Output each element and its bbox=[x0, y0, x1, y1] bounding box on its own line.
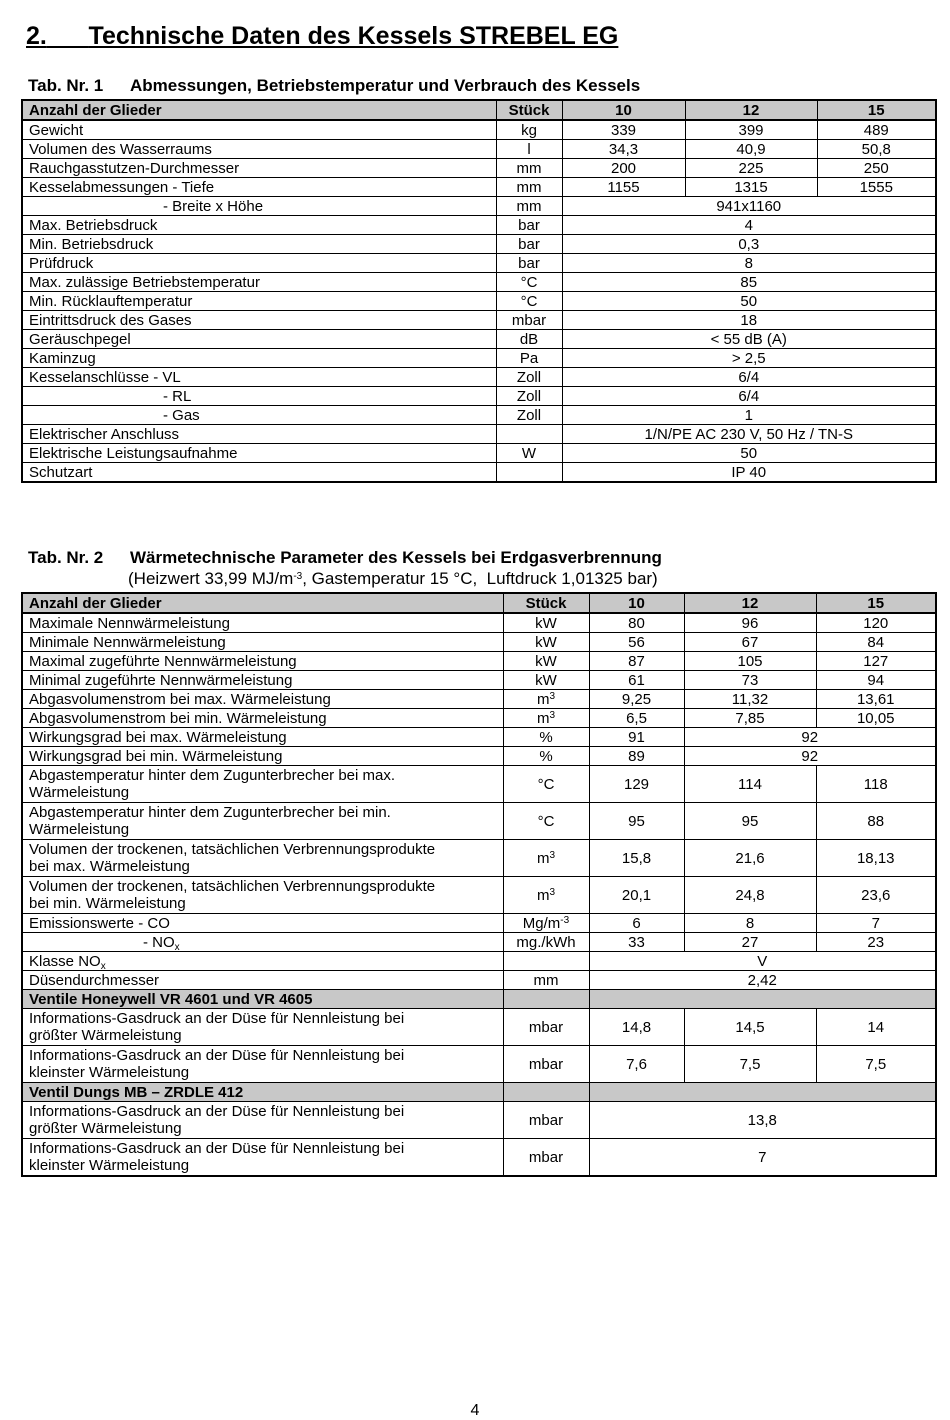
row-unit: °C bbox=[496, 292, 562, 311]
row-value: 1/N/PE AC 230 V, 50 Hz / TN-S bbox=[562, 425, 936, 444]
row-unit: Zoll bbox=[496, 368, 562, 387]
row-value: 941x1160 bbox=[562, 197, 936, 216]
subcaption-superscript: -3 bbox=[293, 571, 303, 582]
row-value: 114 bbox=[684, 766, 816, 803]
row-label: Max. zulässige Betriebstemperatur bbox=[22, 273, 496, 292]
row-value: 8 bbox=[562, 254, 936, 273]
page-heading bbox=[26, 22, 618, 51]
row-value: 92 bbox=[684, 747, 936, 766]
row-value: 118 bbox=[816, 766, 936, 803]
label-line: Wärmeleistung bbox=[29, 784, 130, 801]
row-label: Min. Betriebsdruck bbox=[22, 235, 496, 254]
table-row bbox=[22, 1139, 936, 1177]
table-row bbox=[22, 1009, 936, 1046]
row-value: 50,8 bbox=[817, 140, 936, 159]
row-value: 0,3 bbox=[562, 235, 936, 254]
row-value: 7,5 bbox=[816, 1046, 936, 1083]
table-row bbox=[22, 273, 936, 292]
label-text: - NO bbox=[143, 933, 175, 951]
row-label bbox=[22, 840, 503, 877]
row-value: 339 bbox=[562, 120, 685, 140]
row-value: 200 bbox=[562, 159, 685, 178]
table-row bbox=[22, 652, 936, 671]
row-value: 87 bbox=[589, 652, 684, 671]
row-value: 23,6 bbox=[816, 877, 936, 914]
row-unit bbox=[503, 840, 589, 877]
row-value: IP 40 bbox=[562, 463, 936, 483]
row-value: 14,5 bbox=[684, 1009, 816, 1046]
row-unit: mbar bbox=[503, 1102, 589, 1139]
row-value: 1155 bbox=[562, 178, 685, 197]
table-row bbox=[22, 235, 936, 254]
unit-superscript: 3 bbox=[549, 690, 556, 702]
label-line: größter Wärmeleistung bbox=[29, 1120, 182, 1137]
row-value: 85 bbox=[562, 273, 936, 292]
section-label: Ventil Dungs MB – ZRDLE 412 bbox=[22, 1083, 503, 1102]
row-value: 11,32 bbox=[684, 690, 816, 709]
table-row bbox=[22, 690, 936, 709]
row-label: Min. Rücklauftemperatur bbox=[22, 292, 496, 311]
label-line: bei min. Wärmeleistung bbox=[29, 895, 186, 912]
row-value: 1555 bbox=[817, 178, 936, 197]
row-value: 88 bbox=[816, 803, 936, 840]
row-value: 27 bbox=[684, 933, 816, 952]
table-row bbox=[22, 971, 936, 990]
table-row bbox=[22, 159, 936, 178]
row-unit: mbar bbox=[503, 1139, 589, 1177]
row-label bbox=[22, 933, 503, 952]
row-unit: mm bbox=[503, 971, 589, 990]
row-label: Geräuschpegel bbox=[22, 330, 496, 349]
label-line: größter Wärmeleistung bbox=[29, 1027, 182, 1044]
row-value: 84 bbox=[816, 633, 936, 652]
table-row bbox=[22, 197, 936, 216]
row-label: Kesselabmessungen - Tiefe bbox=[22, 178, 496, 197]
table-row bbox=[22, 406, 936, 425]
row-value: 94 bbox=[816, 671, 936, 690]
row-unit: kW bbox=[503, 633, 589, 652]
unit-text: Mg/m bbox=[522, 914, 561, 932]
row-value: 399 bbox=[685, 120, 817, 140]
row-value: 7,85 bbox=[684, 709, 816, 728]
label-line: kleinster Wärmeleistung bbox=[29, 1157, 190, 1174]
row-value: 20,1 bbox=[589, 877, 684, 914]
row-label bbox=[22, 952, 503, 971]
row-label: Wirkungsgrad bei max. Wärmeleistung bbox=[22, 728, 503, 747]
label-line: Volumen der trockenen, tatsächlichen Verbrennungsprodukte bbox=[29, 878, 436, 895]
row-unit: Pa bbox=[496, 349, 562, 368]
table-2-caption bbox=[28, 548, 662, 568]
header-label: Anzahl der Glieder bbox=[22, 100, 496, 120]
row-unit: bar bbox=[496, 235, 562, 254]
unit-superscript: -3 bbox=[560, 914, 570, 926]
label-line: Abgastemperatur hinter dem Zugunterbrecher bei max. bbox=[29, 767, 396, 784]
row-value: 21,6 bbox=[684, 840, 816, 877]
row-value: 225 bbox=[685, 159, 817, 178]
row-value: 80 bbox=[589, 613, 684, 633]
header-label: Anzahl der Glieder bbox=[22, 593, 503, 613]
row-unit: kg bbox=[496, 120, 562, 140]
subcaption-part: (Heizwert 33,99 MJ/m bbox=[128, 569, 294, 588]
row-value: 7,6 bbox=[589, 1046, 684, 1083]
row-value: 95 bbox=[684, 803, 816, 840]
page-number: 4 bbox=[470, 1402, 480, 1419]
unit-text: m bbox=[536, 709, 550, 727]
row-value: 120 bbox=[816, 613, 936, 633]
table-row bbox=[22, 292, 936, 311]
table-header-row bbox=[22, 593, 936, 613]
unit-text: m bbox=[536, 849, 550, 867]
row-value: 6 bbox=[589, 914, 684, 933]
row-label: Minimal zugeführte Nennwärmeleistung bbox=[22, 671, 503, 690]
row-label: Abgasvolumenstrom bei max. Wärmeleistung bbox=[22, 690, 503, 709]
unit-superscript: 3 bbox=[549, 849, 556, 861]
row-unit bbox=[503, 914, 589, 933]
header-col-2: 12 bbox=[685, 100, 817, 120]
row-value: 250 bbox=[817, 159, 936, 178]
table-row bbox=[22, 120, 936, 140]
row-value: 6,5 bbox=[589, 709, 684, 728]
row-unit: mbar bbox=[496, 311, 562, 330]
label-line: kleinster Wärmeleistung bbox=[29, 1064, 190, 1081]
table-row bbox=[22, 803, 936, 840]
table-row bbox=[22, 840, 936, 877]
label-line: Volumen der trockenen, tatsächlichen Verbrennungsprodukte bbox=[29, 841, 436, 858]
label-line: Abgastemperatur hinter dem Zugunterbrecher bei min. bbox=[29, 804, 391, 821]
row-value: 7 bbox=[816, 914, 936, 933]
row-label: Maximal zugeführte Nennwärmeleistung bbox=[22, 652, 503, 671]
row-unit: mm bbox=[496, 159, 562, 178]
row-value: 489 bbox=[817, 120, 936, 140]
row-value: 33 bbox=[589, 933, 684, 952]
row-value: 96 bbox=[684, 613, 816, 633]
row-value: 15,8 bbox=[589, 840, 684, 877]
table-1-number: Tab. Nr. 1 bbox=[28, 76, 104, 95]
section-number: 2. bbox=[26, 22, 47, 50]
table-row bbox=[22, 613, 936, 633]
subcaption-part: , Gastemperatur 15 °C, Luftdruck 1,01325 bar) bbox=[302, 569, 658, 588]
row-value: V bbox=[589, 952, 936, 971]
header-col-3: 15 bbox=[816, 593, 936, 613]
row-value: 105 bbox=[684, 652, 816, 671]
row-value: 56 bbox=[589, 633, 684, 652]
row-value: 1 bbox=[562, 406, 936, 425]
section-row bbox=[22, 990, 936, 1009]
row-value: 129 bbox=[589, 766, 684, 803]
table-1-caption bbox=[28, 76, 640, 96]
row-value: 18,13 bbox=[816, 840, 936, 877]
row-label: Kaminzug bbox=[22, 349, 496, 368]
row-value: 10,05 bbox=[816, 709, 936, 728]
row-label bbox=[22, 1046, 503, 1083]
row-label: Rauchgasstutzen-Durchmesser bbox=[22, 159, 496, 178]
row-label bbox=[22, 766, 503, 803]
row-value: 24,8 bbox=[684, 877, 816, 914]
row-unit: mbar bbox=[503, 1009, 589, 1046]
section-unit-cell bbox=[503, 1083, 589, 1102]
row-label: Elektrische Leistungsaufnahme bbox=[22, 444, 496, 463]
section-unit-cell bbox=[503, 990, 589, 1009]
row-label bbox=[22, 1102, 503, 1139]
row-label: Wirkungsgrad bei min. Wärmeleistung bbox=[22, 747, 503, 766]
row-unit: dB bbox=[496, 330, 562, 349]
label-text: Klasse NO bbox=[29, 952, 101, 970]
table-row bbox=[22, 933, 936, 952]
row-label: Emissionswerte - CO bbox=[22, 914, 503, 933]
section-label: Ventile Honeywell VR 4601 und VR 4605 bbox=[22, 990, 503, 1009]
unit-text: m bbox=[536, 886, 550, 904]
label-line: bei max. Wärmeleistung bbox=[29, 858, 190, 875]
row-value: 1315 bbox=[685, 178, 817, 197]
section-value-cell bbox=[589, 1083, 936, 1102]
row-unit: Zoll bbox=[496, 387, 562, 406]
header-col-3: 15 bbox=[817, 100, 936, 120]
table-row bbox=[22, 178, 936, 197]
row-unit: °C bbox=[503, 803, 589, 840]
table-row bbox=[22, 709, 936, 728]
row-unit: °C bbox=[503, 766, 589, 803]
unit-superscript: 3 bbox=[549, 709, 556, 721]
row-label: Prüfdruck bbox=[22, 254, 496, 273]
row-label bbox=[22, 1139, 503, 1177]
table-header-row bbox=[22, 100, 936, 120]
table-row bbox=[22, 671, 936, 690]
table-row bbox=[22, 216, 936, 235]
header-unit: Stück bbox=[503, 593, 589, 613]
row-unit: % bbox=[503, 747, 589, 766]
row-value: 91 bbox=[589, 728, 684, 747]
unit-text: m bbox=[536, 690, 550, 708]
row-label bbox=[22, 803, 503, 840]
row-value: 73 bbox=[684, 671, 816, 690]
row-value: 67 bbox=[684, 633, 816, 652]
row-unit: Zoll bbox=[496, 406, 562, 425]
row-unit bbox=[503, 709, 589, 728]
row-unit bbox=[496, 463, 562, 483]
row-unit: kW bbox=[503, 652, 589, 671]
row-unit: % bbox=[503, 728, 589, 747]
table-row bbox=[22, 444, 936, 463]
table-row bbox=[22, 766, 936, 803]
row-value: 127 bbox=[816, 652, 936, 671]
table-row bbox=[22, 425, 936, 444]
row-value: < 55 dB (A) bbox=[562, 330, 936, 349]
label-line: Wärmeleistung bbox=[29, 821, 130, 838]
table-row bbox=[22, 914, 936, 933]
row-value: 7,5 bbox=[684, 1046, 816, 1083]
table-1-title: Abmessungen, Betriebstemperatur und Verbrauch des Kessels bbox=[130, 76, 641, 95]
row-label: Volumen des Wasserraums bbox=[22, 140, 496, 159]
row-value: 6/4 bbox=[562, 368, 936, 387]
row-value: 4 bbox=[562, 216, 936, 235]
row-value: 7 bbox=[589, 1139, 936, 1177]
row-value: 92 bbox=[684, 728, 936, 747]
table-row bbox=[22, 1046, 936, 1083]
row-label: Schutzart bbox=[22, 463, 496, 483]
row-value: 13,61 bbox=[816, 690, 936, 709]
row-value: 13,8 bbox=[589, 1102, 936, 1139]
row-value: 40,9 bbox=[685, 140, 817, 159]
label-subscript: x bbox=[100, 960, 106, 972]
label-line: Informations-Gasdruck an der Düse für Nennleistung bei bbox=[29, 1140, 405, 1157]
row-value: 18 bbox=[562, 311, 936, 330]
table-row bbox=[22, 728, 936, 747]
row-value: 9,25 bbox=[589, 690, 684, 709]
row-unit: mbar bbox=[503, 1046, 589, 1083]
row-value: 61 bbox=[589, 671, 684, 690]
table-2-subcaption bbox=[128, 569, 658, 589]
row-unit: bar bbox=[496, 254, 562, 273]
section-row bbox=[22, 1083, 936, 1102]
row-unit: mm bbox=[496, 178, 562, 197]
row-label: Kesselanschlüsse - VL bbox=[22, 368, 496, 387]
row-unit bbox=[503, 690, 589, 709]
table-row bbox=[22, 1102, 936, 1139]
header-col-2: 12 bbox=[684, 593, 816, 613]
table-row bbox=[22, 254, 936, 273]
section-title: Technische Daten des Kessels STREBEL EG bbox=[88, 22, 619, 50]
row-unit: l bbox=[496, 140, 562, 159]
header-unit: Stück bbox=[496, 100, 562, 120]
table-row bbox=[22, 330, 936, 349]
row-value: 14,8 bbox=[589, 1009, 684, 1046]
table-row bbox=[22, 311, 936, 330]
row-unit bbox=[503, 952, 589, 971]
row-value: > 2,5 bbox=[562, 349, 936, 368]
row-label bbox=[22, 877, 503, 914]
table-1 bbox=[21, 99, 937, 483]
label-line: Informations-Gasdruck an der Düse für Nennleistung bei bbox=[29, 1010, 405, 1027]
row-unit: kW bbox=[503, 671, 589, 690]
table-row bbox=[22, 463, 936, 483]
label-line: Informations-Gasdruck an der Düse für Nennleistung bei bbox=[29, 1103, 405, 1120]
row-value: 50 bbox=[562, 444, 936, 463]
table-row bbox=[22, 877, 936, 914]
table-2-title: Wärmetechnische Parameter des Kessels bei Erdgasverbrennung bbox=[130, 548, 662, 567]
row-label: Düsendurchmesser bbox=[22, 971, 503, 990]
row-value: 89 bbox=[589, 747, 684, 766]
label-subscript: x bbox=[174, 941, 180, 953]
row-label: - Gas bbox=[22, 406, 496, 425]
table-2 bbox=[21, 592, 937, 1177]
label-line: Informations-Gasdruck an der Düse für Nennleistung bei bbox=[29, 1047, 405, 1064]
row-value: 2,42 bbox=[589, 971, 936, 990]
row-label: - RL bbox=[22, 387, 496, 406]
row-unit: °C bbox=[496, 273, 562, 292]
row-label: Maximale Nennwärmeleistung bbox=[22, 613, 503, 633]
row-unit bbox=[503, 877, 589, 914]
table-row bbox=[22, 633, 936, 652]
row-unit: bar bbox=[496, 216, 562, 235]
row-value: 14 bbox=[816, 1009, 936, 1046]
row-label bbox=[22, 1009, 503, 1046]
row-value: 23 bbox=[816, 933, 936, 952]
row-label: - Breite x Höhe bbox=[22, 197, 496, 216]
row-unit: mg./kWh bbox=[503, 933, 589, 952]
row-value: 34,3 bbox=[562, 140, 685, 159]
row-label: Eintrittsdruck des Gases bbox=[22, 311, 496, 330]
table-row bbox=[22, 349, 936, 368]
header-col-1: 10 bbox=[562, 100, 685, 120]
unit-superscript: 3 bbox=[549, 886, 556, 898]
row-value: 8 bbox=[684, 914, 816, 933]
table-row bbox=[22, 952, 936, 971]
row-label: Gewicht bbox=[22, 120, 496, 140]
row-label: Max. Betriebsdruck bbox=[22, 216, 496, 235]
table-row bbox=[22, 140, 936, 159]
row-value: 95 bbox=[589, 803, 684, 840]
section-value-cell bbox=[589, 990, 936, 1009]
row-label: Abgasvolumenstrom bei min. Wärmeleistung bbox=[22, 709, 503, 728]
table-row bbox=[22, 747, 936, 766]
row-label: Minimale Nennwärmeleistung bbox=[22, 633, 503, 652]
row-value: 50 bbox=[562, 292, 936, 311]
header-col-1: 10 bbox=[589, 593, 684, 613]
table-2-number: Tab. Nr. 2 bbox=[28, 548, 104, 567]
row-label: Elektrischer Anschluss bbox=[22, 425, 496, 444]
row-unit: W bbox=[496, 444, 562, 463]
table-row bbox=[22, 368, 936, 387]
row-unit bbox=[496, 425, 562, 444]
table-row bbox=[22, 387, 936, 406]
row-unit: mm bbox=[496, 197, 562, 216]
row-unit: kW bbox=[503, 613, 589, 633]
row-value: 6/4 bbox=[562, 387, 936, 406]
